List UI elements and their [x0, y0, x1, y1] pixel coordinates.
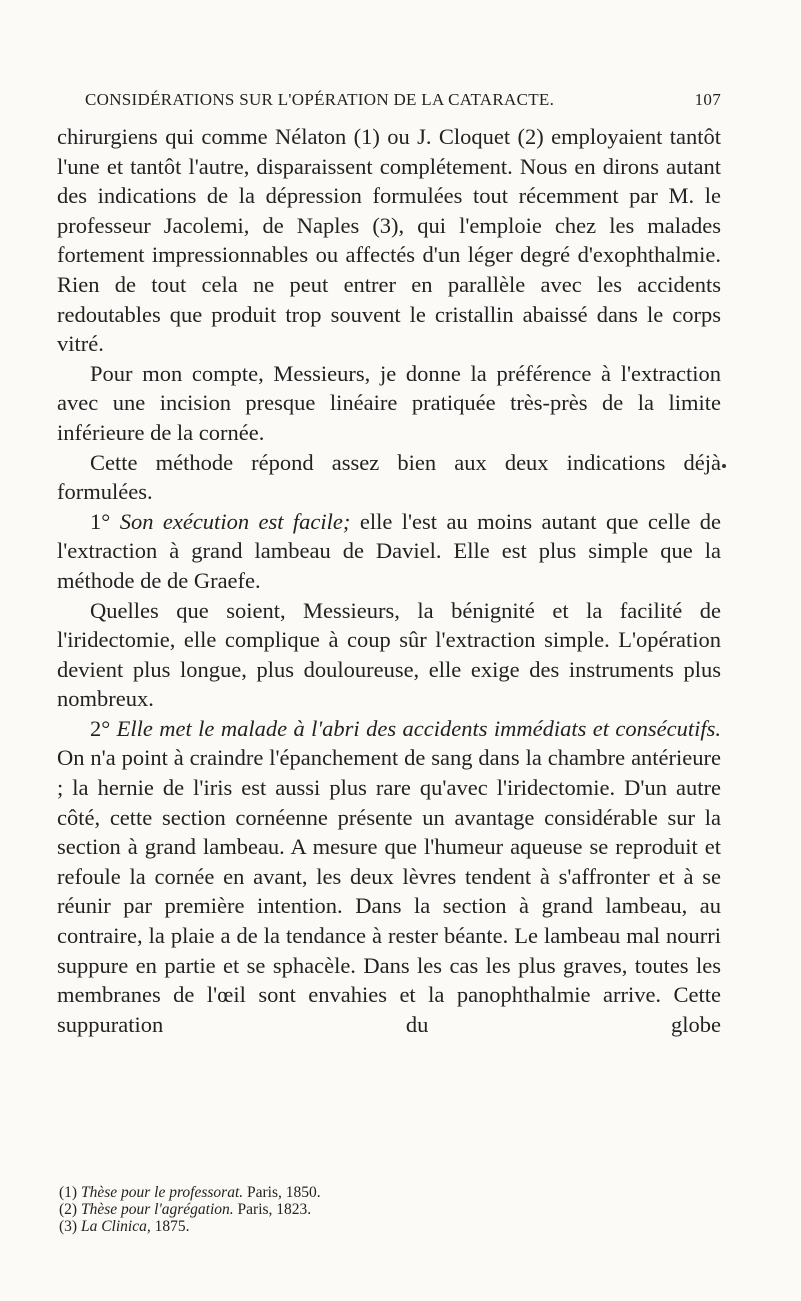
footnote-details: Paris, 1823. [237, 1201, 312, 1218]
emphasis-abri-accidents: Elle met le malade à l'abri des accidents immédiats et consécutifs. [116, 715, 721, 741]
list-marker-1: 1° [90, 508, 111, 534]
paragraph-4-text: elle l'est au moins autant que celle de l'extraction à grand lambeau de Daviel. Elle est plus simple que la méthode de de Graefe. [57, 508, 722, 593]
footnote-number: (1) [59, 1184, 78, 1201]
emphasis-execution-facile: Son exécution est facile; [119, 508, 351, 534]
footnote-title: La Clinica, [80, 1218, 151, 1235]
paragraph-6-text: On n'a point à craindre l'épanchement de sang dans la chambre antérieure ; la hernie de l'iris est aussi plus rare qu'avec l'iridectomie. D'un autre côté, cette section cornéenne présente un avantage considérable sur la section à grand lambeau. A mesure que l'humeur aqueuse se reproduit et refoule la cornée en avant, les deux lèvres tendent à s'affronter et à se réunir par première intention. Dans la section à grand lambeau, au contraire, la plaie a de la tendance à rester béante. Le lambeau mal nourri suppure en partie et se sphacèle. Dans les cas les plus graves, toutes les membranes de l'œil sont envahies et la panophthalmie arrive. Cette suppuration du globe [57, 745, 721, 1037]
footnote-title: Thèse pour l'agrégation. [80, 1201, 234, 1218]
paragraph-5: Quelles que soient, Messieurs, la bénignité et la facilité de l'iridectomie, elle complique à coup sûr l'extraction simple. L'opération devient plus longue, plus douloureuse, elle exige des instruments plus nombreux. [57, 597, 721, 712]
footnote-number: (3) [59, 1218, 78, 1235]
paragraph-6 [57, 714, 721, 1040]
paragraph-1: chirurgiens qui comme Nélaton (1) ou J. Cloquet (2) employaient tantôt l'une et tantôt l'autre, disparaissent complétement. Nous en dirons autant des indications de la dépression formulées tout récemment par M. le professeur Jacolemi, de Naples (3), qui l'emploie chez les malades fortement impressionnables ou affectés d'un léger degré d'exophthalmie. Rien de tout cela ne peut entrer en parallèle avec les accidents redoutables que produit trop souvent le cristallin abaissé dans le corps vitré. [57, 124, 721, 357]
paragraph-2: Pour mon compte, Messieurs, je donne la préférence à l'extraction avec une incision presque linéaire pratiquée très-près de la limite inférieure de la cornée. [57, 360, 721, 445]
footnote-3 [59, 1218, 721, 1235]
list-marker-2: 2° [90, 715, 111, 741]
footnote-number: (2) [59, 1201, 78, 1218]
footnote-title: Thèse pour le professorat. [80, 1184, 244, 1201]
footnote-2 [59, 1201, 721, 1218]
running-title: CONSIDÉRATIONS SUR L'OPÉRATION DE LA CATARACTE. [85, 90, 555, 109]
footnote-details: Paris, 1850. [247, 1184, 321, 1201]
paragraph-3: Cette méthode répond assez bien aux deux indications déjà formulées. [57, 449, 721, 505]
running-header [57, 90, 721, 110]
footnote-1 [59, 1184, 721, 1201]
body-text [57, 122, 721, 1039]
footnote-details: 1875. [154, 1218, 190, 1235]
footnotes [57, 1184, 721, 1235]
margin-mark [722, 464, 726, 468]
paragraph-4 [57, 507, 721, 596]
page-number: 107 [694, 90, 721, 109]
